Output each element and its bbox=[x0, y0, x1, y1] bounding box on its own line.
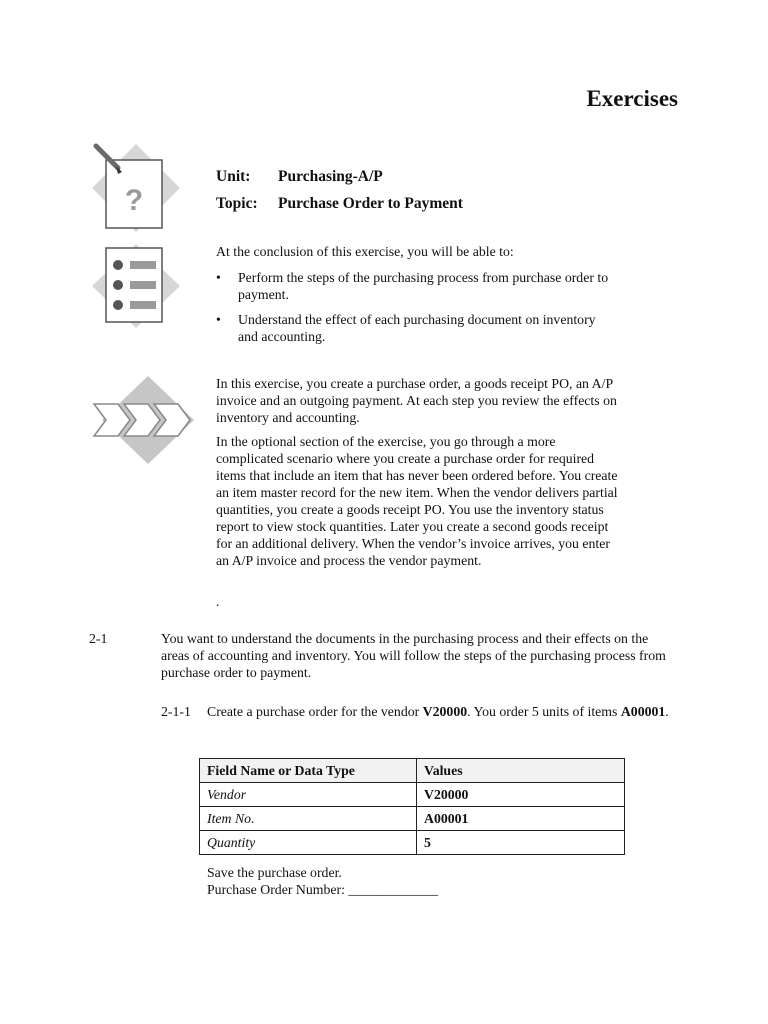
topic-line bbox=[216, 195, 463, 213]
objective-text: Understand the effect of each purchasing document on inventory and accounting. bbox=[238, 312, 596, 344]
checklist-icon bbox=[88, 240, 184, 332]
exercise-text: You want to understand the documents in the purchasing process and their effects on the areas of accounting and inventory. You will follow the steps of the purchasing process from purchase order to payment. bbox=[161, 631, 666, 680]
objective-item bbox=[216, 311, 616, 345]
bullet-dot: • bbox=[216, 312, 221, 327]
save-instruction: Save the purchase order. bbox=[207, 865, 342, 880]
table-header-row bbox=[200, 759, 625, 783]
page-title: Exercises bbox=[586, 86, 678, 111]
value-cell: 5 bbox=[417, 831, 625, 855]
exercise-number: 2-1 bbox=[89, 631, 108, 646]
value-cell: A00001 bbox=[417, 807, 625, 831]
field-name-cell: Vendor bbox=[200, 783, 417, 807]
field-values-table bbox=[199, 758, 625, 855]
pencil-question-icon bbox=[88, 140, 184, 236]
objective-text: Perform the steps of the purchasing process from purchase order to payment. bbox=[238, 270, 609, 302]
unit-label: Unit: bbox=[216, 168, 251, 185]
objectives-intro: At the conclusion of this exercise, you will be able to: bbox=[216, 244, 514, 259]
scenario-dot: . bbox=[216, 594, 220, 609]
step-text-after: . bbox=[665, 704, 669, 719]
bullet-dot: • bbox=[216, 270, 221, 285]
step-text bbox=[207, 703, 677, 720]
scenario-paragraph-2: In the optional section of the exercise, you go through a more complicated scenario where you create a purchase order for required items that include an item that has never been ordered before. You create an item master record for the new item. When the vendor delivers partial quantities, you create a goods receipt PO. You use the inventory status report to view stock quantities. Later you create a second goods receipt for an additional delivery. When the vendor’s invoice arrives, you enter an A/P invoice and process the vendor payment. bbox=[216, 434, 618, 568]
step-text-before: Create a purchase order for the vendor bbox=[207, 704, 423, 719]
topic-label: Topic: bbox=[216, 195, 258, 212]
scenario-paragraph-1: In this exercise, you create a purchase order, a goods receipt PO, an A/P invoice and an outgoing payment. At each step you review the effects on inventory and accounting. bbox=[216, 376, 617, 425]
step-vendor: V20000 bbox=[422, 704, 468, 719]
process-arrows-icon bbox=[90, 374, 200, 466]
topic-value: Purchase Order to Payment bbox=[278, 195, 463, 212]
po-number-field: Purchase Order Number: _____________ bbox=[207, 882, 439, 897]
step-text-middle: . You order 5 units of items bbox=[467, 704, 621, 719]
field-name-cell: Quantity bbox=[200, 831, 417, 855]
field-name-cell: Item No. bbox=[200, 807, 417, 831]
column-header-field: Field Name or Data Type bbox=[200, 759, 417, 783]
table-row bbox=[200, 783, 625, 807]
unit-line bbox=[216, 168, 383, 186]
step-number: 2-1-1 bbox=[161, 704, 191, 719]
column-header-values: Values bbox=[417, 759, 625, 783]
svg-text:?: ? bbox=[124, 184, 144, 217]
objective-item bbox=[216, 269, 616, 303]
table-row bbox=[200, 831, 625, 855]
table-row bbox=[200, 807, 625, 831]
step-item: A00001 bbox=[620, 704, 666, 719]
value-cell: V20000 bbox=[417, 783, 625, 807]
unit-value: Purchasing-A/P bbox=[278, 168, 383, 185]
